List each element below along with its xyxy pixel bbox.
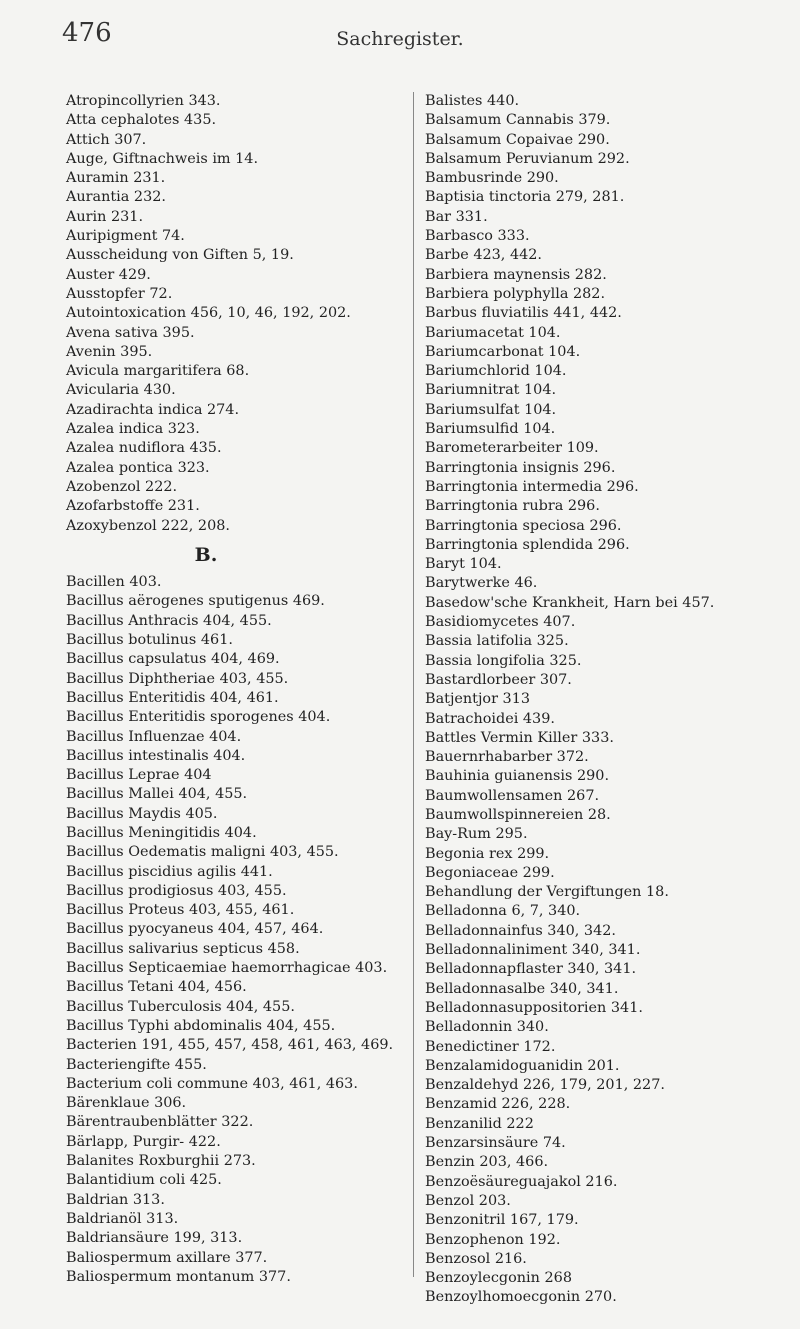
index-entry: Autointoxication 456, 10, 46, 192, 202. xyxy=(66,305,351,322)
index-entry: Ausstopfer 72. xyxy=(66,285,173,302)
index-entry: Benzonitril 167, 179. xyxy=(425,1212,579,1229)
index-entry: Bariumsulfid 104. xyxy=(425,421,556,438)
left-column xyxy=(66,92,406,1287)
index-entry: Azalea indica 323. xyxy=(66,421,200,438)
column-divider xyxy=(413,92,414,1277)
index-entry: Battles Vermin Killer 333. xyxy=(425,729,614,746)
index-entry: Basedow'sche Krankheit, Harn bei 457. xyxy=(425,594,715,611)
index-entry: Bärlapp, Purgir- 422. xyxy=(66,1133,221,1150)
index-entry: Barringtonia rubra 296. xyxy=(425,498,600,515)
index-entry: Baryt 104. xyxy=(425,556,502,573)
index-entry: Bacillus Tetani 404, 456. xyxy=(66,979,247,996)
index-entry: Balanites Roxburghii 273. xyxy=(66,1153,256,1170)
index-entry: Barbe 423, 442. xyxy=(425,247,542,264)
index-entry: Bacillus Tuberculosis 404, 455. xyxy=(66,998,295,1015)
index-entry: Bacillus Maydis 405. xyxy=(66,805,218,822)
index-entry: Benzoylhomoecgonin 270. xyxy=(425,1289,617,1306)
index-entry: Belladonna 6, 7, 340. xyxy=(425,903,581,920)
index-entry: Bar 331. xyxy=(425,208,488,225)
index-entry: Bacillus Oedematis maligni 403, 455. xyxy=(66,844,339,861)
index-entry: Bacillus Anthracis 404, 455. xyxy=(66,612,272,629)
index-entry: Belladonnapflaster 340, 341. xyxy=(425,961,637,978)
index-entry: Benzamid 226, 228. xyxy=(425,1096,571,1113)
index-entry: Belladonnainfus 340, 342. xyxy=(425,922,616,939)
index-entry: Auster 429. xyxy=(66,266,151,283)
index-entry: Benzoylecgonin 268 xyxy=(425,1270,572,1287)
index-entry: Bariumchlorid 104. xyxy=(425,363,567,380)
index-entry: Bacteriengifte 455. xyxy=(66,1056,207,1073)
index-entry: Bacillus aërogenes sputigenus 469. xyxy=(66,593,325,610)
index-entry: Belladonnasuppositorien 341. xyxy=(425,999,643,1016)
right-column xyxy=(425,92,795,1308)
index-entry: Azadirachta indica 274. xyxy=(66,401,240,418)
index-entry: Bacillus Influenzae 404. xyxy=(66,728,242,745)
index-entry: Azalea nudiflora 435. xyxy=(66,440,222,457)
index-entry: Bacillus Septicaemiae haemorrhagicae 403. xyxy=(66,960,388,977)
index-entry: Barbiera maynensis 282. xyxy=(425,266,607,283)
index-entry: Auramin 231. xyxy=(66,170,166,187)
index-entry: Aurin 231. xyxy=(66,208,144,225)
index-entry: Batjentjor 313 xyxy=(425,691,531,708)
index-entry: Bacillus Diphtheriae 403, 455. xyxy=(66,670,289,687)
index-entry: Barometerarbeiter 109. xyxy=(425,440,599,457)
index-entry: Begonia rex 299. xyxy=(425,845,550,862)
index-entry: Bacillus Typhi abdominalis 404, 455. xyxy=(66,1017,336,1034)
index-entry: Ausscheidung von Giften 5, 19. xyxy=(66,247,294,264)
index-entry: Benzophenon 192. xyxy=(425,1231,561,1248)
index-entry: Baldrian 313. xyxy=(66,1191,165,1208)
index-entry: Avicularia 430. xyxy=(66,382,176,399)
index-entry: Baldriansäure 199, 313. xyxy=(66,1230,243,1247)
index-entry: Baldrianöl 313. xyxy=(66,1210,179,1227)
index-entry: Atropincollyrien 343. xyxy=(66,93,221,109)
index-entry: Belladonnin 340. xyxy=(425,1019,549,1036)
index-entry: Bariumsulfat 104. xyxy=(425,401,557,418)
index-entry: Balsamum Cannabis 379. xyxy=(425,112,611,129)
index-entry: Avicula margaritifera 68. xyxy=(66,363,250,380)
index-entry: Bastardlorbeer 307. xyxy=(425,671,572,688)
index-entry: Bacillus prodigiosus 403, 455. xyxy=(66,882,287,899)
index-entry: Benzoësäureguajakol 216. xyxy=(425,1173,618,1190)
index-entry: Azofarbstoffe 231. xyxy=(66,498,200,515)
index-entry: Balantidium coli 425. xyxy=(66,1172,222,1189)
index-entry: Baliospermum montanum 377. xyxy=(66,1268,291,1285)
index-entry: Bambusrinde 290. xyxy=(425,170,559,187)
index-entry: Bacillus Mallei 404, 455. xyxy=(66,786,248,803)
index-entry: Bacillus intestinalis 404. xyxy=(66,747,246,764)
index-entry: Bacillus Enteritidis 404, 461. xyxy=(66,689,279,706)
index-entry: Balistes 440. xyxy=(425,93,520,109)
index-entry: Barringtonia insignis 296. xyxy=(425,459,616,476)
right-entries xyxy=(425,92,795,1308)
index-entry: Barringtonia splendida 296. xyxy=(425,536,630,553)
index-entry: Bacillus capsulatus 404, 469. xyxy=(66,651,280,668)
index-entry: Bacillus Proteus 403, 455, 461. xyxy=(66,902,295,919)
index-entry: Bariumacetat 104. xyxy=(425,324,561,341)
index-entry: Azalea pontica 323. xyxy=(66,459,210,476)
index-entry: Bauhinia guianensis 290. xyxy=(425,768,610,785)
index-entry: Baumwollensamen 267. xyxy=(425,787,600,804)
index-entry: Barytwerke 46. xyxy=(425,575,538,592)
index-entry: Atta cephalotes 435. xyxy=(66,112,217,129)
index-entry: Auripigment 74. xyxy=(66,228,185,245)
index-entry: Benedictiner 172. xyxy=(425,1038,556,1055)
index-entry: Bauernrhabarber 372. xyxy=(425,749,589,766)
index-entry: Bacterien 191, 455, 457, 458, 461, 463, 469. xyxy=(66,1037,394,1054)
index-entry: Bariumcarbonat 104. xyxy=(425,343,581,360)
left-entries-a xyxy=(66,92,406,536)
index-entry: Balsamum Peruvianum 292. xyxy=(425,150,630,167)
index-entry: Baliospermum axillare 377. xyxy=(66,1249,268,1266)
index-entry: Belladonnaliniment 340, 341. xyxy=(425,942,641,959)
index-entry: Bacillen 403. xyxy=(66,574,162,591)
index-entry: Benzaldehyd 226, 179, 201, 227. xyxy=(425,1077,665,1094)
index-entry: Aurantia 232. xyxy=(66,189,166,206)
index-entry: Azoxybenzol 222, 208. xyxy=(66,517,230,534)
index-entry: Baumwollspinnereien 28. xyxy=(425,806,611,823)
index-entry: Basidiomycetes 407. xyxy=(425,614,576,631)
index-entry: Bacillus botulinus 461. xyxy=(66,632,233,649)
running-title: Sachregister. xyxy=(336,28,464,50)
index-entry: Avena sativa 395. xyxy=(66,324,195,341)
index-entry: Baptisia tinctoria 279, 281. xyxy=(425,189,625,206)
index-entry: Avenin 395. xyxy=(66,343,153,360)
index-entry: Bacillus Meningitidis 404. xyxy=(66,824,257,841)
index-entry: Bay-Rum 295. xyxy=(425,826,528,843)
index-entry: Benzalamidoguanidin 201. xyxy=(425,1057,620,1074)
index-entry: Barbus fluviatilis 441, 442. xyxy=(425,305,622,322)
index-entry: Bacillus pyocyaneus 404, 457, 464. xyxy=(66,921,324,938)
index-entry: Barringtonia speciosa 296. xyxy=(425,517,622,534)
index-entry: Batrachoidei 439. xyxy=(425,710,555,727)
index-entry: Barringtonia intermedia 296. xyxy=(425,478,639,495)
index-entry: Behandlung der Vergiftungen 18. xyxy=(425,884,669,901)
index-entry: Bacillus salivarius septicus 458. xyxy=(66,940,300,957)
index-entry: Bariumnitrat 104. xyxy=(425,382,557,399)
index-entry: Bacillus piscidius agilis 441. xyxy=(66,863,273,880)
index-entry: Benzosol 216. xyxy=(425,1250,527,1267)
left-entries-b xyxy=(66,573,406,1287)
index-entry: Azobenzol 222. xyxy=(66,478,178,495)
index-entry: Benzarsinsäure 74. xyxy=(425,1135,566,1152)
index-entry: Barbiera polyphylla 282. xyxy=(425,285,606,302)
index-entry: Auge, Giftnachweis im 14. xyxy=(66,150,259,167)
index-entry: Bärentraubenblätter 322. xyxy=(66,1114,254,1131)
index-entry: Bärenklaue 306. xyxy=(66,1095,187,1112)
section-heading-b: B. xyxy=(194,543,218,566)
index-entry: Bacillus Enteritidis sporogenes 404. xyxy=(66,709,331,726)
index-entry: Benzanilid 222 xyxy=(425,1115,534,1132)
index-entry: Belladonnasalbe 340, 341. xyxy=(425,980,619,997)
index-entry: Benzol 203. xyxy=(425,1192,511,1209)
page-number: 476 xyxy=(62,18,112,48)
index-entry: Barbasco 333. xyxy=(425,228,530,245)
index-entry: Balsamum Copaivae 290. xyxy=(425,131,610,148)
index-entry: Bassia longifolia 325. xyxy=(425,652,582,669)
index-entry: Bassia latifolia 325. xyxy=(425,633,569,650)
index-entry: Attich 307. xyxy=(66,131,147,148)
index-entry: Benzin 203, 466. xyxy=(425,1154,549,1171)
index-entry: Begoniaceae 299. xyxy=(425,864,555,881)
index-entry: Bacillus Leprae 404 xyxy=(66,767,212,784)
index-entry: Bacterium coli commune 403, 461, 463. xyxy=(66,1075,358,1092)
